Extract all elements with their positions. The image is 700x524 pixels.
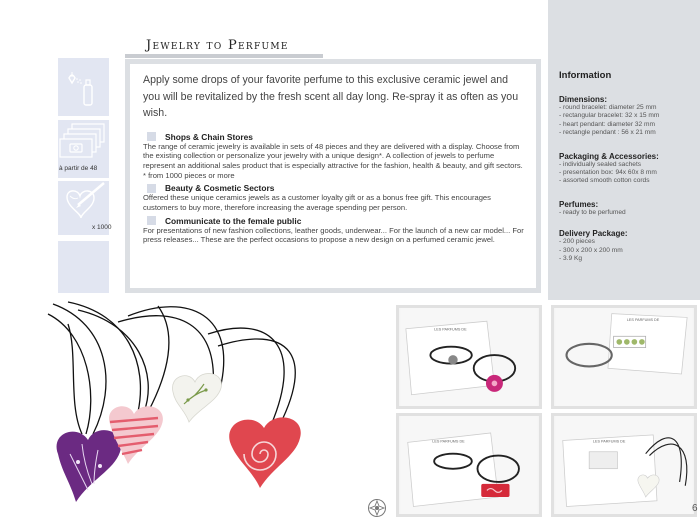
info-line: - presentation box: 94x 60x 8 mm bbox=[559, 169, 657, 177]
svg-text:LES PARFUMS DE: LES PARFUMS DE bbox=[626, 318, 660, 323]
section-note-text: * from 1000 pieces or more bbox=[143, 170, 235, 180]
info-line: - 3.9 Kg bbox=[559, 255, 583, 263]
rectangular-bracelet-box-photo bbox=[396, 413, 542, 517]
page-title: Jewelry to Perfume bbox=[146, 38, 289, 53]
bullet-square-icon bbox=[147, 184, 156, 193]
boxes-tile bbox=[58, 120, 109, 178]
section-heading-text: Shops & Chain Stores bbox=[165, 131, 253, 142]
boxes-caption: à partir de 48 bbox=[59, 165, 98, 172]
svg-text:LES PARFUMS DE: LES PARFUMS DE bbox=[592, 439, 626, 444]
info-line: - 200 pieces bbox=[559, 238, 595, 246]
packaging-block bbox=[559, 152, 700, 186]
section-heading-text: Beauty & Cosmetic Sectors bbox=[165, 183, 275, 194]
bullet-square-icon bbox=[147, 132, 156, 141]
camera-boxes-icon bbox=[58, 120, 109, 168]
intro-text: Apply some drops of your favorite perfume to this exclusive ceramic jewel and you will be revitalized by the fresh scent all day long. Re-spray it as often as you wish. bbox=[143, 74, 519, 119]
section-body bbox=[143, 142, 524, 181]
white-floral-heart-pendant bbox=[172, 373, 221, 422]
design-caption: x 1000 bbox=[92, 224, 112, 231]
delivery-block bbox=[559, 229, 700, 263]
info-line: - assorted smooth cotton cords bbox=[559, 177, 650, 185]
section-heading bbox=[147, 183, 524, 193]
perfume-spray-icon bbox=[58, 58, 109, 116]
description-panel bbox=[125, 59, 541, 293]
info-line: - round bracelet: diameter 25 mm bbox=[559, 104, 657, 111]
info-line: - rectangular bracelet: 32 x 15 mm bbox=[559, 112, 660, 120]
svg-text:LES PARFUMS DE: LES PARFUMS DE bbox=[432, 439, 465, 444]
round-bracelet-box-photo bbox=[396, 305, 542, 409]
heart-pencil-icon bbox=[58, 181, 109, 225]
title-underline bbox=[125, 54, 323, 58]
heart-pendant-box-photo bbox=[551, 413, 697, 517]
info-line: - heart pendant: diameter 32 mm bbox=[559, 120, 656, 128]
info-line: - ready to be perfumed bbox=[559, 208, 626, 216]
info-title: Information bbox=[559, 70, 612, 81]
information-panel bbox=[548, 0, 700, 300]
section-heading bbox=[147, 132, 524, 142]
box-brand-label: LES PARFUMS DE bbox=[434, 327, 467, 332]
packaging-heading: Packaging & Accessories: bbox=[559, 151, 659, 161]
section-body-text: The range of ceramic jewelry is available in sets of 48 pieces and they are delivered with a display. Choose from the existing collection or personalize your jewelry with a unique design*. A collection of jewels to perfume represent an additional sales product that is especially attractive for the fashion, health & beauty, and gift sectors. bbox=[143, 141, 523, 170]
section-heading bbox=[147, 216, 524, 226]
info-line: - rectangle pendant : 56 x 21 mm bbox=[559, 129, 656, 137]
heart-necklaces-photo bbox=[8, 294, 368, 524]
purple-heart-pendant bbox=[57, 430, 122, 502]
section-body: Offered these unique ceramics jewels as a customer loyalty gift or as a bonus free gift. This encourages customers to buy more, therefore increasing the average spending per person. bbox=[143, 193, 491, 213]
page-number: 6 bbox=[692, 503, 698, 514]
section-body: For presentations of new fashion collections, leather goods, underwear... For the launch of a new car model... For press releases... These are the perfect occasions to propose a new design on a perfumed ceramic jewel. bbox=[143, 225, 524, 245]
red-spiral-heart-pendant bbox=[229, 417, 301, 488]
section-heading-text: Communicate to the female public bbox=[165, 215, 302, 226]
brand-logo-icon bbox=[367, 498, 387, 518]
info-line: - 300 x 200 x 200 mm bbox=[559, 246, 623, 254]
blank-tile bbox=[58, 241, 109, 293]
delivery-heading: Delivery Package: bbox=[559, 229, 628, 239]
perfumes-heading: Perfumes: bbox=[559, 199, 599, 209]
bullet-square-icon bbox=[147, 216, 156, 225]
perfumes-block bbox=[559, 200, 700, 217]
info-line: - individually sealed sachets bbox=[559, 160, 642, 168]
spray-tile bbox=[58, 58, 109, 116]
rectangle-pendant-box-photo bbox=[551, 305, 697, 409]
dimensions-heading: Dimensions: bbox=[559, 95, 608, 104]
dimensions-block bbox=[559, 95, 700, 138]
design-tile bbox=[58, 181, 112, 235]
